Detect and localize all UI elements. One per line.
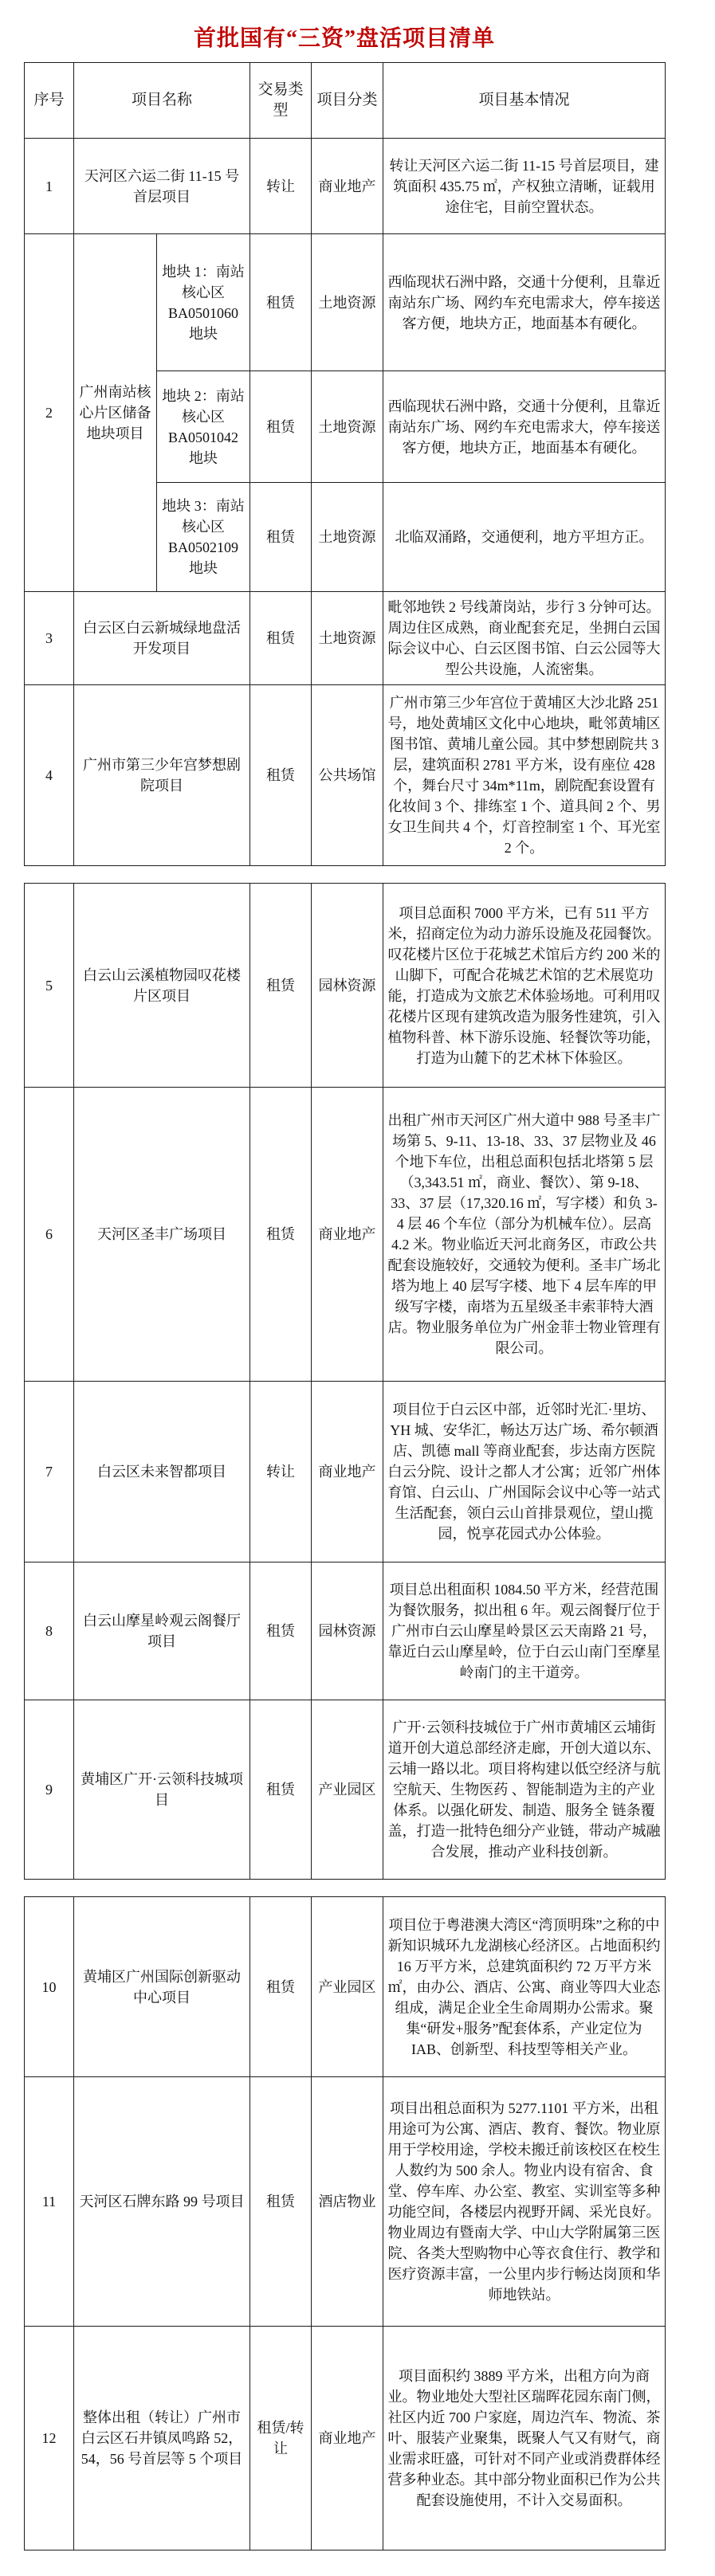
cell-parcel-name: 地块 2：南站核心区 BA0501042 地块	[157, 371, 250, 483]
cell-category: 公共场馆	[312, 685, 383, 866]
cell-description: 广州市第三少年宫位于黄埔区大沙北路 251 号，地处黄埔区文化中心地块，毗邻黄埔区图书馆、黄埔儿童公园。其中梦想剧院共 3 层，建筑面积 2781 平方米，设有座位 428 个，舞台尺寸 34m*11m，剧院配套设置有化妆间 3 个、排练室 1 个、道具间 2 个、男女卫生间共 4 个，灯音控制室 1 个、耳光室 2 个。	[383, 685, 666, 866]
table-row	[25, 1700, 666, 1880]
cell-project-name: 白云山云溪植物园叹花楼片区项目	[74, 884, 250, 1088]
cell-parcel-name: 地块 1：南站核心区 BA0501060 地块	[157, 234, 250, 371]
table-row	[25, 1562, 666, 1700]
cell-transaction-type: 租赁	[250, 483, 312, 592]
cell-project-name: 天河区石牌东路 99 号项目	[74, 2077, 250, 2327]
cell-description: 项目位于粤港澳大湾区“湾顶明珠”之称的中新知识城环九龙湖核心经济区。占地面积约 16 万平方米，总建筑面积约 72 万平方米㎡，由办公、酒店、公寓、商业等四大业态组成，满足企业全生命周期办公需求。聚集“研发+服务”配套体系，产业定位为 IAB、创新型、科技型等相关产业。	[383, 1897, 666, 2077]
table-row	[25, 1382, 666, 1562]
table-row	[25, 1897, 666, 2077]
cell-description: 西临现状石洲中路，交通十分便利，且靠近南站东广场、网约车充电需求大，停车接送客方便，地块方正，地面基本有硬化。	[383, 371, 666, 483]
cell-description: 北临双涌路，交通便利，地方平坦方正。	[383, 483, 666, 592]
cell-no: 7	[25, 1382, 74, 1562]
cell-category: 产业园区	[312, 1700, 383, 1880]
cell-no: 5	[25, 884, 74, 1088]
cell-description: 项目出租总面积为 5277.1101 平方米，出租用途可为公寓、酒店、教育、餐饮。物业原用于学校用途，学校未搬迁前该校区在校生人数约为 500 余人。物业内设有宿舍、食堂、停车库、办公室、教室、实训室等多种功能空间，各楼层内视野开阔、采光良好。物业周边有暨南大学、中山大学附属第三医院、各类大型购物中心等衣食住行、教学和医疗资源丰富，一公里内步行畅达岗顶和华师地铁站。	[383, 2077, 666, 2327]
cell-transaction-type: 转让	[250, 139, 312, 234]
table-row	[25, 884, 666, 1088]
cell-no: 2	[25, 234, 74, 592]
projects-table-block-1	[24, 62, 666, 866]
cell-parcel-name: 地块 3：南站核心区 BA0502109 地块	[157, 483, 250, 592]
cell-project-name: 黄埔区广州国际创新驱动中心项目	[74, 1897, 250, 2077]
cell-no: 1	[25, 139, 74, 234]
cell-category: 土地资源	[312, 234, 383, 371]
table-row	[25, 2077, 666, 2327]
cell-project-name: 天河区圣丰广场项目	[74, 1088, 250, 1382]
cell-description: 转让天河区六运二街 11-15 号首层项目，建筑面积 435.75 ㎡，产权独立清晰，证载用途住宅，目前空置状态。	[383, 139, 666, 234]
table-row	[25, 234, 666, 371]
cell-no: 12	[25, 2327, 74, 2551]
cell-category: 酒店物业	[312, 2077, 383, 2327]
cell-category: 土地资源	[312, 483, 383, 592]
cell-category: 商业地产	[312, 1382, 383, 1562]
table-row	[25, 139, 666, 234]
projects-table-block-3	[24, 1896, 666, 2551]
header-category: 项目分类	[312, 63, 383, 139]
cell-description: 项目总面积 7000 平方米，已有 511 平方米，招商定位为动力游乐设施及花园餐饮。叹花楼片区位于花城艺术馆后方约 200 米的山脚下，可配合花城艺术馆的艺术展览功能，打造成为文旅艺术体验场地。可利用叹花楼片区现有建筑改造为服务性建筑，引入植物科普、林下游乐设施、轻餐饮等功能，打造为山麓下的艺术林下体验区。	[383, 884, 666, 1088]
cell-transaction-type: 转让	[250, 1382, 312, 1562]
cell-category: 园林资源	[312, 884, 383, 1088]
cell-no: 6	[25, 1088, 74, 1382]
header-no: 序号	[25, 63, 74, 139]
cell-description: 项目面积约 3889 平方米，出租方向为商业。物业地处大型社区瑞晖花园东南门侧，社区内近 700 户家庭，周边汽车、物流、茶叶、服装产业聚集，既聚人气又有财气，商业需求旺盛，可针对不同产业或消费群体经营多种业态。其中部分物业面积已作为公共配套设施使用，不计入交易面积。	[383, 2327, 666, 2551]
cell-transaction-type: 租赁/转让	[250, 2327, 312, 2551]
cell-category: 商业地产	[312, 1088, 383, 1382]
cell-no: 8	[25, 1562, 74, 1700]
cell-description: 项目位于白云区中部，近邻时光汇·里坊、YH 城、安华汇，畅达万达广场、希尔顿酒店、凯德 mall 等商业配套，步达南方医院白云分院、设计之都人才公寓；近邻广州体育馆、白云山、广州国际会议中心等一站式生活配套，领白云山首排景观位，望山揽园，悦享花园式办公体验。	[383, 1382, 666, 1562]
header-info: 项目基本情况	[383, 63, 666, 139]
cell-description: 出租广州市天河区广州大道中 988 号圣丰广场第 5、9-11、13-18、33、37 层物业及 46 个地下车位，出租总面积包括北塔第 5 层（3,343.51 ㎡，商业、餐饮）、第 9-18、33、37 层（17,320.16 ㎡，写字楼）和负 3-4 层 46 个车位（部分为机械车位）。层高 4.2 米。物业临近天河北商务区，市政公共配套设施较好，交通较为便利。圣丰广场北塔为地上 40 层写字楼、地下 4 层车库的甲级写字楼，南塔为五星级圣丰索菲特大酒店。物业服务单位为广州金菲士物业管理有限公司。	[383, 1088, 666, 1382]
cell-category: 土地资源	[312, 371, 383, 483]
header-type: 交易类型	[250, 63, 312, 139]
cell-description: 项目总出租面积 1084.50 平方米，经营范围为餐饮服务，拟出租 6 年。观云阁餐厅位于广州市白云山摩星岭景区云天南路 21 号，靠近白云山摩星岭，位于白云山南门至摩星岭南门的主干道旁。	[383, 1562, 666, 1700]
cell-no: 11	[25, 2077, 74, 2327]
cell-project-name: 白云区未来智都项目	[74, 1382, 250, 1562]
cell-transaction-type: 租赁	[250, 1088, 312, 1382]
cell-project-name: 白云山摩星岭观云阁餐厅项目	[74, 1562, 250, 1700]
cell-project-name: 广州市第三少年宫梦想剧院项目	[74, 685, 250, 866]
cell-transaction-type: 租赁	[250, 884, 312, 1088]
cell-transaction-type: 租赁	[250, 1897, 312, 2077]
cell-category: 园林资源	[312, 1562, 383, 1700]
cell-transaction-type: 租赁	[250, 234, 312, 371]
cell-no: 9	[25, 1700, 74, 1880]
header-name: 项目名称	[74, 63, 250, 139]
cell-description: 毗邻地铁 2 号线萧岗站，步行 3 分钟可达。周边住区成熟，商业配套充足，坐拥白云国际会议中心、白云区图书馆、白云公园等大型公共设施，人流密集。	[383, 592, 666, 685]
cell-category: 商业地产	[312, 2327, 383, 2551]
cell-transaction-type: 租赁	[250, 1700, 312, 1880]
cell-project-name: 广州南站核心片区储备地块项目	[74, 234, 157, 592]
cell-project-name: 天河区六运二街 11-15 号首层项目	[74, 139, 250, 234]
cell-no: 4	[25, 685, 74, 866]
cell-project-name: 白云区白云新城绿地盘活开发项目	[74, 592, 250, 685]
cell-description: 广开·云领科技城位于广州市黄埔区云埔街道开创大道总部经济走廊，开创大道以东、云埔一路以北。项目将构建以低空经济与航空航天、生物医药 、智能制造为主的产业体系。以强化研发、制造、服务全 链条覆盖，打造一批特色细分产业链，带动产城融合发展，推动产业科技创新。	[383, 1700, 666, 1880]
cell-no: 10	[25, 1897, 74, 2077]
table-row	[25, 1088, 666, 1382]
cell-no: 3	[25, 592, 74, 685]
page-title: 首批国有“三资”盘活项目清单	[193, 26, 495, 51]
cell-category: 产业园区	[312, 1897, 383, 2077]
cell-category: 土地资源	[312, 592, 383, 685]
projects-table-block-2	[24, 883, 666, 1880]
cell-description: 西临现状石洲中路，交通十分便利，且靠近南站东广场、网约车充电需求大，停车接送客方便，地块方正，地面基本有硬化。	[383, 234, 666, 371]
cell-transaction-type: 租赁	[250, 2077, 312, 2327]
cell-category: 商业地产	[312, 139, 383, 234]
table-row	[25, 685, 666, 866]
table-row	[25, 592, 666, 685]
cell-project-name: 黄埔区广开·云领科技城项目	[74, 1700, 250, 1880]
cell-transaction-type: 租赁	[250, 592, 312, 685]
cell-project-name: 整体出租（转让）广州市白云区石井镇凤鸣路 52，54，56 号首层等 5 个项目	[74, 2327, 250, 2551]
cell-transaction-type: 租赁	[250, 685, 312, 866]
table-header-row	[25, 63, 666, 139]
cell-transaction-type: 租赁	[250, 371, 312, 483]
table-row	[25, 2327, 666, 2551]
document-body	[24, 21, 665, 2551]
cell-transaction-type: 租赁	[250, 1562, 312, 1700]
